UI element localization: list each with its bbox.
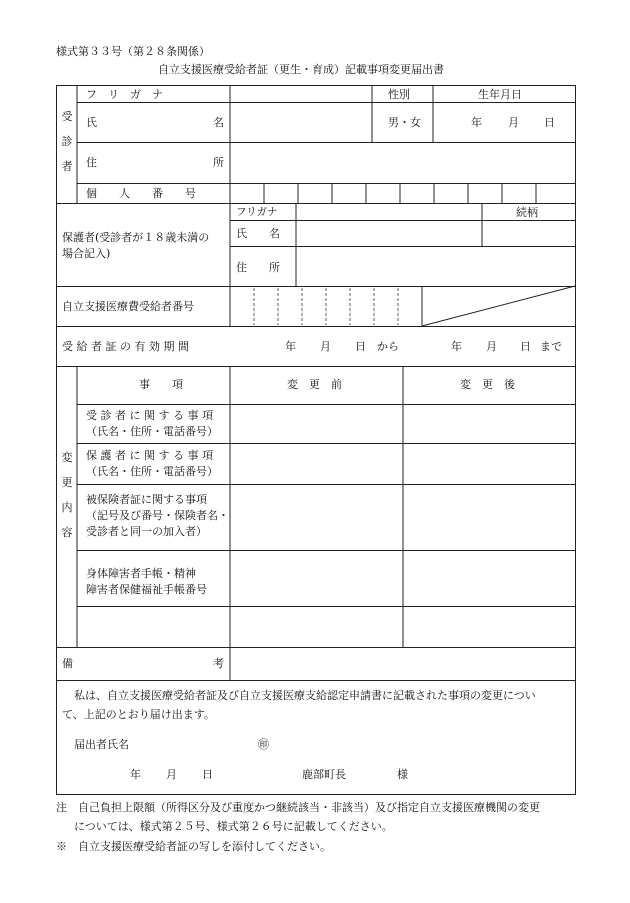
col-after-header: 変 更 後	[460, 378, 515, 391]
submitter-label: 届出者氏名	[74, 738, 129, 751]
guardian-label-line1: 保護者(受診者が１８歳未満の	[62, 231, 210, 244]
guardian-label-line2: 場合記入)	[62, 247, 111, 260]
patient-name-label: 氏	[86, 116, 97, 129]
change-row-disability: 身体障害者手帳・精神 障害者保健福祉手帳番号	[86, 567, 207, 596]
validity-from-day: 日	[355, 340, 366, 353]
change-row-guardian: 保 護 者 に 関 す る 事 項 （氏名・住所・電話番号）	[86, 449, 218, 478]
birth-year-label: 年	[471, 116, 482, 129]
change-row-insurance: 被保険者証に関する事項 （記号及び番号・保険者名・ 受診者と同一の加入者）	[86, 493, 229, 538]
validity-from: から	[377, 340, 399, 353]
addressee: 鹿部町長	[302, 768, 346, 781]
date-day: 日	[202, 768, 213, 781]
guardian-furigana-label: フリガナ	[236, 206, 278, 218]
birth-day-label: 日	[544, 116, 555, 129]
page-title: 自立支援医療受給者証（更生・育成）記載事項変更届出書	[158, 63, 444, 76]
validity-label: 受 給 者 証 の 有 効 期 間	[62, 340, 189, 353]
birthdate-label: 生年月日	[478, 88, 522, 101]
validity-from-month: 月	[320, 340, 331, 353]
recipient-number-label: 自立支援医療費受給者番号	[62, 300, 194, 313]
validity-from-year: 年	[285, 340, 296, 353]
declaration-line2: て、上記のとおり届け出ます。	[62, 708, 215, 721]
patient-section-label: 受診者	[61, 110, 73, 173]
changes-section-label: 変更内容	[61, 451, 73, 539]
guardian-relation-label: 続柄	[516, 206, 538, 219]
col-before-header: 変 更 前	[287, 378, 342, 391]
patient-address-label: 住	[86, 156, 97, 169]
gender-options[interactable]: 男・女	[388, 116, 421, 129]
honorific: 様	[397, 768, 408, 781]
note2: ※ 自立支援医療受給者証の写しを添付してください。	[56, 840, 331, 853]
note1-line2: については、様式第２５号、様式第２６号に記載してください。	[74, 820, 393, 833]
birth-month-label: 月	[508, 116, 519, 129]
patient-name-label-right: 名	[213, 116, 224, 129]
remarks-label-right: 考	[213, 657, 224, 670]
note1-line1: 注 自己負担上限額（所得区分及び重度かつ継続該当・非該当）及び指定自立支援医療機関の変更	[56, 801, 540, 814]
date-month: 月	[166, 768, 177, 781]
seal-mark: ㊞	[258, 738, 269, 751]
personal-number-label: 個 人 番 号	[86, 187, 196, 200]
validity-to-month: 月	[486, 340, 497, 353]
validity-to-year: 年	[451, 340, 462, 353]
declaration-line1: 私は、自立支援医療受給者証及び自立支援医療支給認定申請書に記載された事項の変更につい	[74, 689, 536, 702]
patient-address-label-right: 所	[213, 156, 224, 169]
guardian-address-label: 住 所	[236, 261, 280, 274]
patient-furigana-label: フ リ ガ ナ	[86, 88, 163, 101]
col-item-header: 事 項	[139, 378, 183, 391]
validity-to: まで	[540, 340, 562, 353]
gender-label: 性別	[388, 88, 410, 101]
guardian-name-label: 氏 名	[236, 227, 280, 240]
form-number: 様式第３３号（第２８条関係）	[56, 45, 210, 58]
change-row-patient: 受 診 者 に 関 す る 事 項 （氏名・住所・電話番号）	[86, 409, 218, 438]
date-year: 年	[130, 768, 141, 781]
validity-to-day: 日	[520, 340, 531, 353]
remarks-label: 備	[62, 657, 73, 670]
